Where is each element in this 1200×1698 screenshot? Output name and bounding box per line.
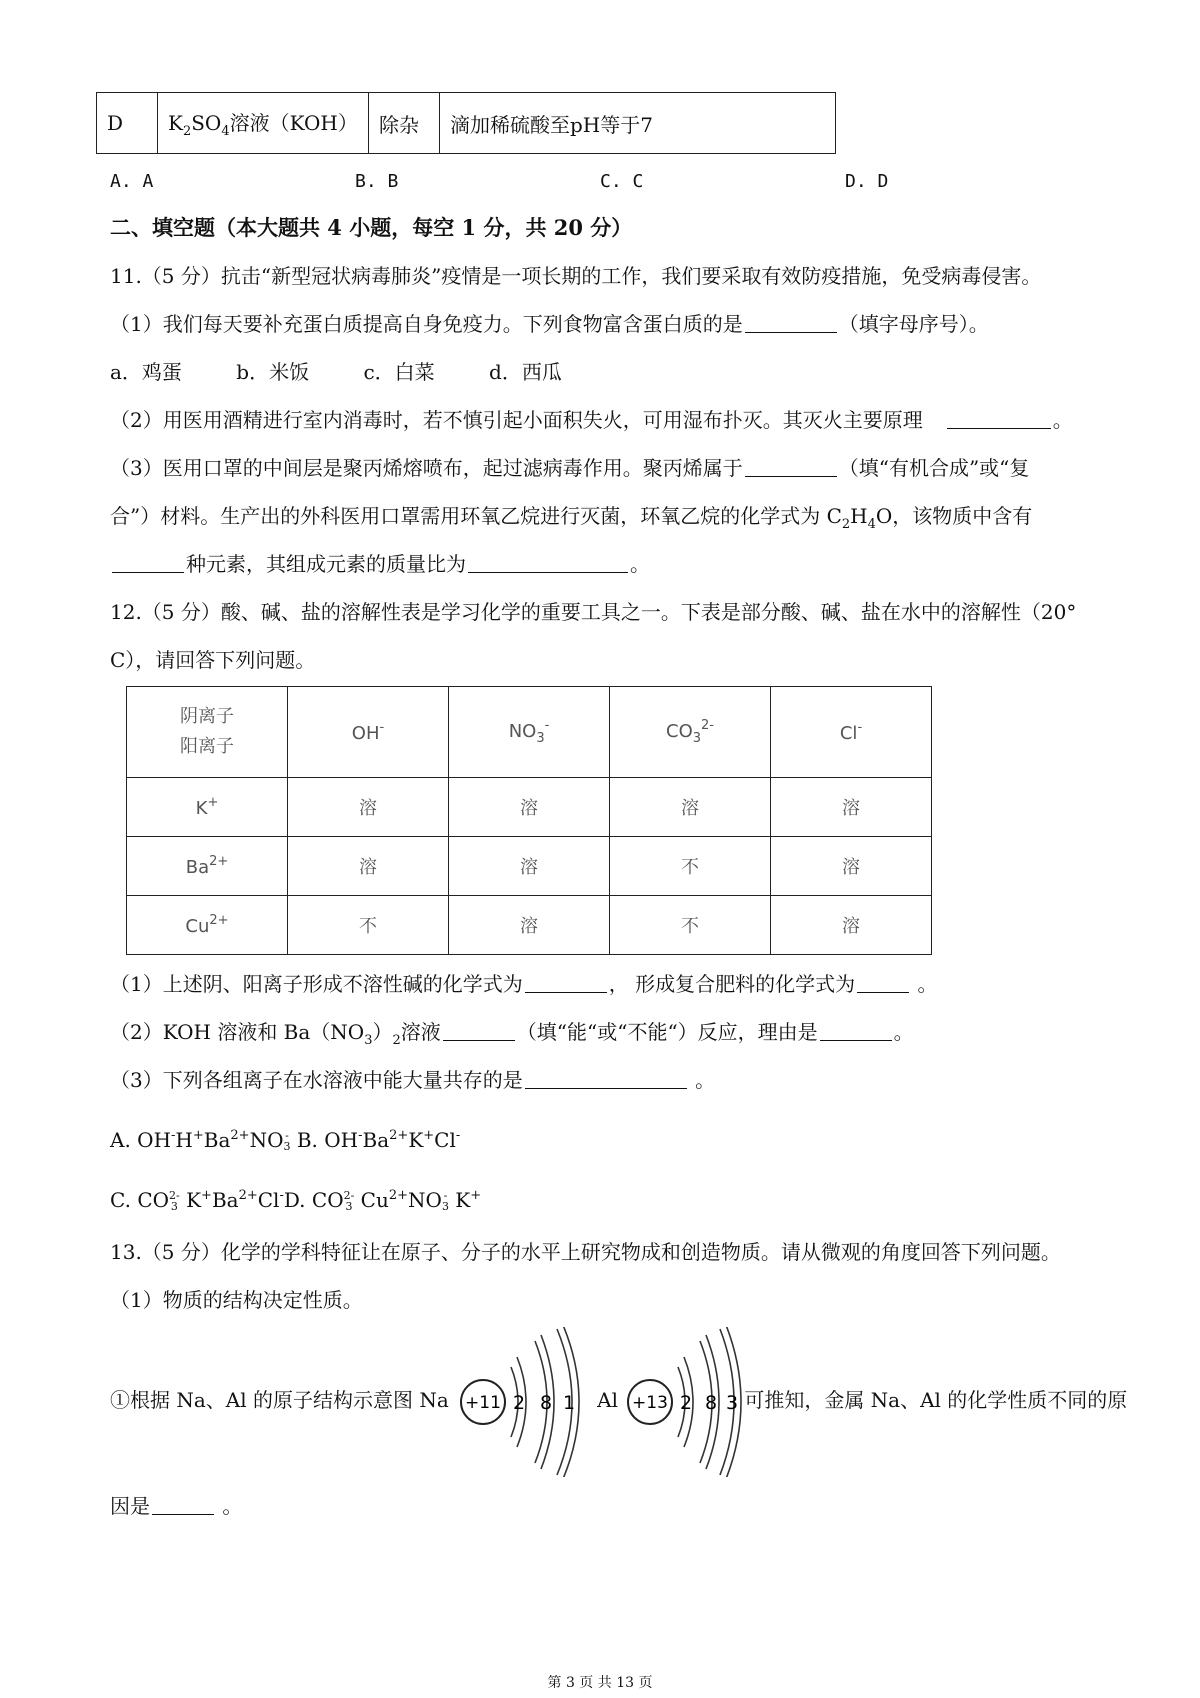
q11-part3: （3）医用口罩的中间层是聚丙烯熔喷布，起过滤病毒作用。聚丙烯属于 （填“有机合成”或“复 <box>110 456 1030 480</box>
table-cell: 溶 <box>449 778 610 837</box>
answer-blank[interactable] <box>745 312 837 333</box>
table-cell: 不 <box>610 896 771 955</box>
table-cell-substance: $K_2SO_4$溶液（KOH） <box>158 93 369 154</box>
na-shell-3: 1 <box>563 1391 576 1414</box>
table-row <box>127 896 932 955</box>
na-shell-1: 2 <box>513 1391 526 1414</box>
choice-a: a．鸡蛋 <box>110 360 182 384</box>
table-cell: 溶 <box>610 778 771 837</box>
table-cell: 溶 <box>771 896 932 955</box>
table-cell: 不 <box>610 837 771 896</box>
q11-part3-end: 种元素，其组成元素的质量比为 。 <box>110 550 650 578</box>
table-cell-option: D <box>97 93 158 154</box>
choice-d: d．西瓜 <box>489 360 562 384</box>
cation-header: K+ <box>127 778 288 837</box>
anion-header: OH- <box>288 687 449 778</box>
answer-blank[interactable] <box>947 408 1051 429</box>
option-table-row-d <box>96 92 836 154</box>
q11-part1: （1）我们每天要补充蛋白质提高自身免疫力。下列食物富含蛋白质的是 （填字母序号）。 <box>110 312 989 336</box>
na-atom-diagram <box>461 1327 579 1477</box>
q12-options-cd <box>110 1182 481 1214</box>
table-cell: 溶 <box>449 896 610 955</box>
table-row <box>127 837 932 896</box>
answer-blank[interactable] <box>525 1068 687 1089</box>
al-atom-diagram <box>624 1327 744 1477</box>
q12-stem-cont: C），请回答下列问题。 <box>110 648 316 672</box>
answer-blank[interactable] <box>525 972 607 993</box>
table-row <box>127 778 932 837</box>
table-cell-method: 滴加稀硫酸至pH等于7 <box>440 93 836 154</box>
answer-blank[interactable] <box>112 552 184 573</box>
na-shell-2: 8 <box>540 1391 553 1414</box>
q11-stem: 11.（5 分）抗击“新型冠状病毒肺炎”疫情是一项长期的工作，我们要采取有效防疫措施，免受病毒侵害。 <box>110 264 1042 288</box>
table-cell: 溶 <box>771 837 932 896</box>
table-corner-cell: 阴离子 阳离子 <box>127 687 288 778</box>
q12-stem: 12.（5 分）酸、碱、盐的溶解性表是学习化学的重要工具之一。下表是部分酸、碱、盐在水中的溶解性（20° <box>110 600 1077 624</box>
option-d[interactable]: D. D <box>845 171 889 192</box>
table-cell-purpose: 除杂 <box>369 93 440 154</box>
q11-part2: （2）用医用酒精进行室内消毒时，若不慎引起小面积失火，可用湿布扑灭。其灭火主要原理 。 <box>110 408 1073 432</box>
table-cell: 溶 <box>288 837 449 896</box>
choice-c: c．白菜 <box>363 360 435 384</box>
option-a[interactable]: A. A <box>110 171 154 192</box>
al-shell-3: 3 <box>726 1391 739 1414</box>
option-b[interactable]: B. $OH^-Ba^{2+}K^+Cl^-$ <box>296 1128 461 1152</box>
option-b[interactable]: B. B <box>355 171 399 192</box>
option-c[interactable]: C. CO 2- 3 $K^+Ba^{2+}Cl^-$ <box>110 1188 284 1213</box>
cation-header: $Ba^{2+}$ <box>127 837 288 896</box>
q13-question1: ①根据 Na、Al 的原子结构示意图 Na +11 2 8 1 Al +13 2 8 3 可推知，金属 Na、Al 的化学性质不同的原 <box>110 1386 1127 1416</box>
table-cell: 溶 <box>771 778 932 837</box>
answer-blank[interactable] <box>745 456 837 477</box>
answer-blank[interactable] <box>152 1494 214 1515</box>
table-cell: 溶 <box>449 837 610 896</box>
anion-header: $CO_3^{2-}$ <box>610 687 771 778</box>
al-label: Al <box>597 1388 618 1412</box>
q12-options-ab <box>110 1122 460 1154</box>
cation-header: $Cu^{2+}$ <box>127 896 288 955</box>
q12-part1: （1）上述阴、阳离子形成不溶性碱的化学式为 ， 形成复合肥料的化学式为 。 <box>110 972 938 996</box>
q13-stem: 13.（5 分）化学的学科特征让在原子、分子的水平上研究物成和创造物质。请从微观的角度回答下列问题。 <box>110 1240 1061 1264</box>
anion-header: Cl- <box>771 687 932 778</box>
q11-choices <box>110 358 562 386</box>
table-cell: 不 <box>288 896 449 955</box>
na-nucleus-label: +11 <box>465 1392 502 1413</box>
answer-blank[interactable] <box>468 552 628 573</box>
option-c[interactable]: C. C <box>600 171 644 192</box>
answer-blank[interactable] <box>857 972 909 993</box>
table-cell: 溶 <box>288 778 449 837</box>
al-nucleus-label: +13 <box>632 1392 669 1413</box>
option-a[interactable]: A. $OH^-H^+Ba^{2+}NO$ - 3 <box>110 1128 291 1153</box>
q12-part2: （2）KOH 溶液和 $Ba(NO_3)_2$溶液 （填“能“或“不能“）反应，理由是 。 <box>110 1020 914 1048</box>
answer-blank[interactable] <box>820 1020 892 1041</box>
page-footer: 第 3 页 共 13 页 <box>547 1675 653 1691</box>
anion-header: $NO_3^-$ <box>449 687 610 778</box>
solubility-table <box>126 686 932 955</box>
answer-blank[interactable] <box>443 1020 515 1041</box>
choice-b: b．米饭 <box>236 360 310 384</box>
al-shell-1: 2 <box>680 1391 693 1414</box>
q11-part3-cont: 合”）材料。生产出的外科医用口罩需用环氧乙烷进行灭菌，环氧乙烷的化学式为 $C_2H_4O$，该物质中含有 <box>110 504 1033 532</box>
al-shell-2: 8 <box>705 1391 718 1414</box>
q12-part3: （3）下列各组离子在水溶液中能大量共存的是 。 <box>110 1068 716 1092</box>
section-heading: 二、填空题（本大题共 4 小题，每空 1 分，共 20 分） <box>110 215 633 240</box>
option-d[interactable]: D. CO 2- 3 $Cu^{2+}NO$ - 3 K+ <box>283 1188 482 1213</box>
q13-question1-end: 因是 。 <box>110 1494 243 1518</box>
q13-part1: （1）物质的结构决定性质。 <box>110 1288 363 1312</box>
